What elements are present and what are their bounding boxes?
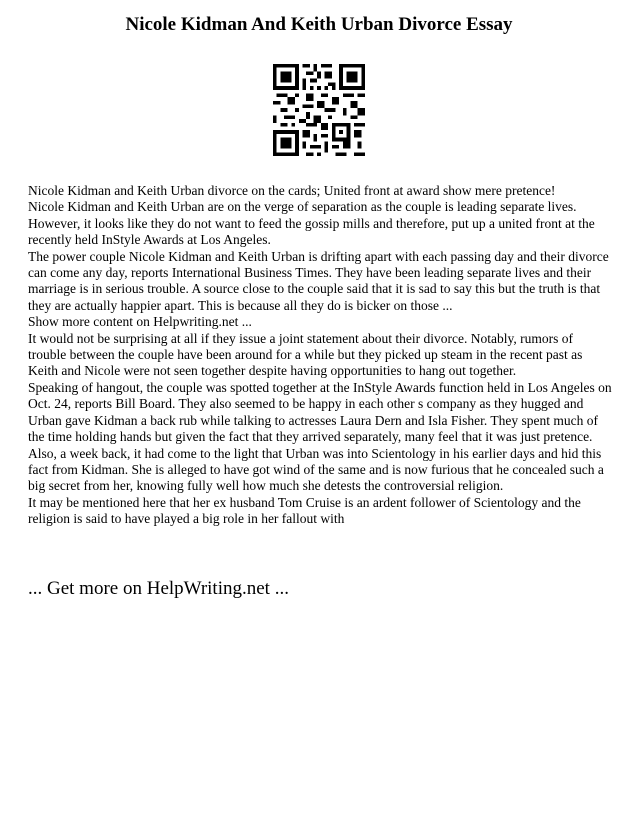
essay-body (28, 183, 614, 528)
qr-code-graphic (273, 64, 365, 156)
paragraph: Speaking of hangout, the couple was spotted together at the InStyle Awards function held in Los Angeles on Oct. 24, reports Bill Board. They also seemed to be happy in each other s company as they hugged and Urban gave Kidman a back rub while talking to actresses Laura Dern and Isla Fisher. They spent much of the time holding hands but given the fact that they arrived separately, many feel that it was just pretence. (28, 379, 612, 445)
paragraph: Also, a week back, it had come to the light that Urban was into Scientology in his earlier days and hid this fact from Kidman. She is alleged to have got wind of the same and is now furious that he concealed such a big secret from her, knowing fully well how much she detests the controversial religion. (28, 445, 604, 494)
paragraph: The power couple Nicole Kidman and Keith Urban is drifting apart with each passing day and their divorce can come any day, reports International Business Times. They have been leading separate lives and their marriage is in serious trouble. A source close to the couple said that it is sad to say this but the truth is that they are actually happier apart. This is because all they do is bicker on those ... (28, 248, 609, 313)
paragraph: It would not be surprising at all if they issue a joint statement about their divorce. Notably, rumors of trouble between the couple have been around for a while but they picked up steam in the recent past as Keith and Nicole were not seen together despite having opportunities to hang out together. (28, 330, 583, 379)
show-more-link[interactable]: Show more content on Helpwriting.net ... (28, 314, 252, 330)
paragraph: Nicole Kidman and Keith Urban are on the verge of separation as the couple is leading separate lives. However, it looks like they do not want to feed the gossip mills and therefore, put up a united front at the recently held InStyle Awards at Los Angeles. (28, 199, 595, 248)
qr-code-icon[interactable] (273, 64, 365, 156)
document-title: Nicole Kidman And Keith Urban Divorce Essay (125, 14, 513, 35)
paragraph: Nicole Kidman and Keith Urban divorce on the cards; United front at award show mere pretence! (28, 183, 556, 198)
paragraph: It may be mentioned here that her ex husband Tom Cruise is an ardent follower of Scientology and the religion is said to have played a big role in her fallout with (28, 494, 581, 527)
get-more-link[interactable]: ... Get more on HelpWriting.net ... (28, 578, 289, 599)
